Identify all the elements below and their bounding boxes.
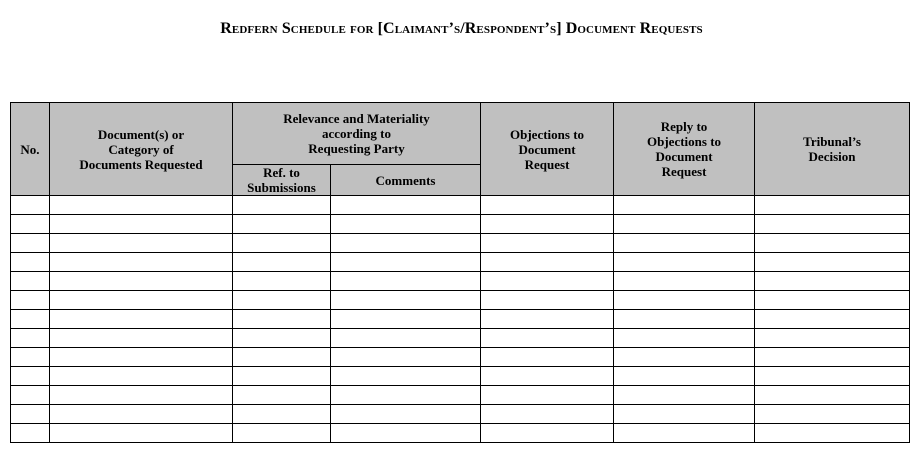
cell-no[interactable] <box>11 386 50 405</box>
cell-comments[interactable] <box>331 348 481 367</box>
table-row <box>11 348 910 367</box>
cell-decision[interactable] <box>755 367 910 386</box>
cell-no[interactable] <box>11 291 50 310</box>
cell-comments[interactable] <box>331 291 481 310</box>
table-row <box>11 310 910 329</box>
cell-ref[interactable] <box>233 310 331 329</box>
table-row <box>11 386 910 405</box>
cell-ref[interactable] <box>233 424 331 443</box>
cell-decision[interactable] <box>755 253 910 272</box>
cell-reply[interactable] <box>614 310 755 329</box>
cell-ref[interactable] <box>233 234 331 253</box>
cell-comments[interactable] <box>331 367 481 386</box>
cell-reply[interactable] <box>614 348 755 367</box>
cell-documents[interactable] <box>50 234 233 253</box>
header-comments-label: Comments <box>375 172 436 188</box>
cell-objections[interactable] <box>481 253 614 272</box>
cell-objections[interactable] <box>481 215 614 234</box>
cell-objections[interactable] <box>481 234 614 253</box>
cell-comments[interactable] <box>331 329 481 348</box>
header-documents <box>50 103 233 196</box>
table-row <box>11 424 910 443</box>
cell-documents[interactable] <box>50 386 233 405</box>
cell-reply[interactable] <box>614 424 755 443</box>
cell-documents[interactable] <box>50 348 233 367</box>
table-row <box>11 329 910 348</box>
header-comments <box>331 165 481 196</box>
header-ref-label: Ref. to Submissions <box>247 165 316 195</box>
header-relevance-label: Relevance and Materiality according to Requesting Party <box>283 111 430 156</box>
cell-comments[interactable] <box>331 272 481 291</box>
cell-no[interactable] <box>11 329 50 348</box>
cell-decision[interactable] <box>755 196 910 215</box>
cell-ref[interactable] <box>233 196 331 215</box>
cell-no[interactable] <box>11 405 50 424</box>
header-row-top <box>11 103 910 165</box>
cell-no[interactable] <box>11 215 50 234</box>
cell-reply[interactable] <box>614 329 755 348</box>
cell-no[interactable] <box>11 310 50 329</box>
cell-reply[interactable] <box>614 234 755 253</box>
cell-objections[interactable] <box>481 386 614 405</box>
cell-comments[interactable] <box>331 310 481 329</box>
cell-no[interactable] <box>11 348 50 367</box>
cell-documents[interactable] <box>50 329 233 348</box>
cell-decision[interactable] <box>755 405 910 424</box>
cell-documents[interactable] <box>50 253 233 272</box>
cell-comments[interactable] <box>331 215 481 234</box>
schedule-body <box>11 196 910 443</box>
table-row <box>11 253 910 272</box>
cell-objections[interactable] <box>481 424 614 443</box>
table-row <box>11 196 910 215</box>
cell-objections[interactable] <box>481 405 614 424</box>
cell-no[interactable] <box>11 234 50 253</box>
cell-documents[interactable] <box>50 291 233 310</box>
cell-reply[interactable] <box>614 215 755 234</box>
cell-ref[interactable] <box>233 405 331 424</box>
cell-objections[interactable] <box>481 310 614 329</box>
cell-ref[interactable] <box>233 386 331 405</box>
cell-decision[interactable] <box>755 310 910 329</box>
cell-objections[interactable] <box>481 291 614 310</box>
cell-ref[interactable] <box>233 253 331 272</box>
cell-reply[interactable] <box>614 253 755 272</box>
cell-objections[interactable] <box>481 272 614 291</box>
table-row <box>11 367 910 386</box>
cell-reply[interactable] <box>614 272 755 291</box>
header-no-label: No. <box>20 141 40 157</box>
cell-ref[interactable] <box>233 367 331 386</box>
header-relevance <box>233 103 481 165</box>
cell-decision[interactable] <box>755 329 910 348</box>
cell-reply[interactable] <box>614 386 755 405</box>
cell-no[interactable] <box>11 272 50 291</box>
document-title: Redfern Schedule for [Claimant’s/Respondent’s] Document Requests <box>220 20 703 37</box>
cell-decision[interactable] <box>755 291 910 310</box>
cell-no[interactable] <box>11 424 50 443</box>
cell-ref[interactable] <box>233 215 331 234</box>
cell-objections[interactable] <box>481 329 614 348</box>
cell-decision[interactable] <box>755 272 910 291</box>
header-no <box>11 103 50 196</box>
header-reply-label: Reply to Objections to Document Request <box>647 119 722 179</box>
header-decision <box>755 103 910 196</box>
cell-objections[interactable] <box>481 367 614 386</box>
cell-ref[interactable] <box>233 329 331 348</box>
cell-decision[interactable] <box>755 234 910 253</box>
cell-reply[interactable] <box>614 196 755 215</box>
cell-documents[interactable] <box>50 424 233 443</box>
cell-no[interactable] <box>11 196 50 215</box>
table-row <box>11 272 910 291</box>
redfern-schedule-table <box>10 102 910 443</box>
cell-comments[interactable] <box>331 424 481 443</box>
cell-comments[interactable] <box>331 253 481 272</box>
cell-ref[interactable] <box>233 291 331 310</box>
cell-documents[interactable] <box>50 196 233 215</box>
header-objections-label: Objections to Document Request <box>510 126 585 172</box>
cell-reply[interactable] <box>614 291 755 310</box>
cell-ref[interactable] <box>233 272 331 291</box>
cell-reply[interactable] <box>614 405 755 424</box>
header-documents-label: Document(s) or Category of Documents Requested <box>79 126 203 172</box>
cell-documents[interactable] <box>50 367 233 386</box>
table-row <box>11 234 910 253</box>
cell-comments[interactable] <box>331 405 481 424</box>
table-row <box>11 405 910 424</box>
cell-decision[interactable] <box>755 348 910 367</box>
cell-objections[interactable] <box>481 348 614 367</box>
cell-decision[interactable] <box>755 424 910 443</box>
cell-documents[interactable] <box>50 405 233 424</box>
cell-documents[interactable] <box>50 310 233 329</box>
header-reply <box>614 103 755 196</box>
cell-comments[interactable] <box>331 234 481 253</box>
cell-objections[interactable] <box>481 196 614 215</box>
header-ref-submissions <box>233 165 331 196</box>
table-row <box>11 291 910 310</box>
cell-no[interactable] <box>11 367 50 386</box>
cell-documents[interactable] <box>50 215 233 234</box>
cell-comments[interactable] <box>331 386 481 405</box>
cell-decision[interactable] <box>755 386 910 405</box>
cell-comments[interactable] <box>331 196 481 215</box>
cell-ref[interactable] <box>233 348 331 367</box>
cell-no[interactable] <box>11 253 50 272</box>
cell-documents[interactable] <box>50 272 233 291</box>
header-decision-label: Tribunal’s Decision <box>803 134 861 164</box>
table-row <box>11 215 910 234</box>
cell-reply[interactable] <box>614 367 755 386</box>
header-objections <box>481 103 614 196</box>
cell-decision[interactable] <box>755 215 910 234</box>
